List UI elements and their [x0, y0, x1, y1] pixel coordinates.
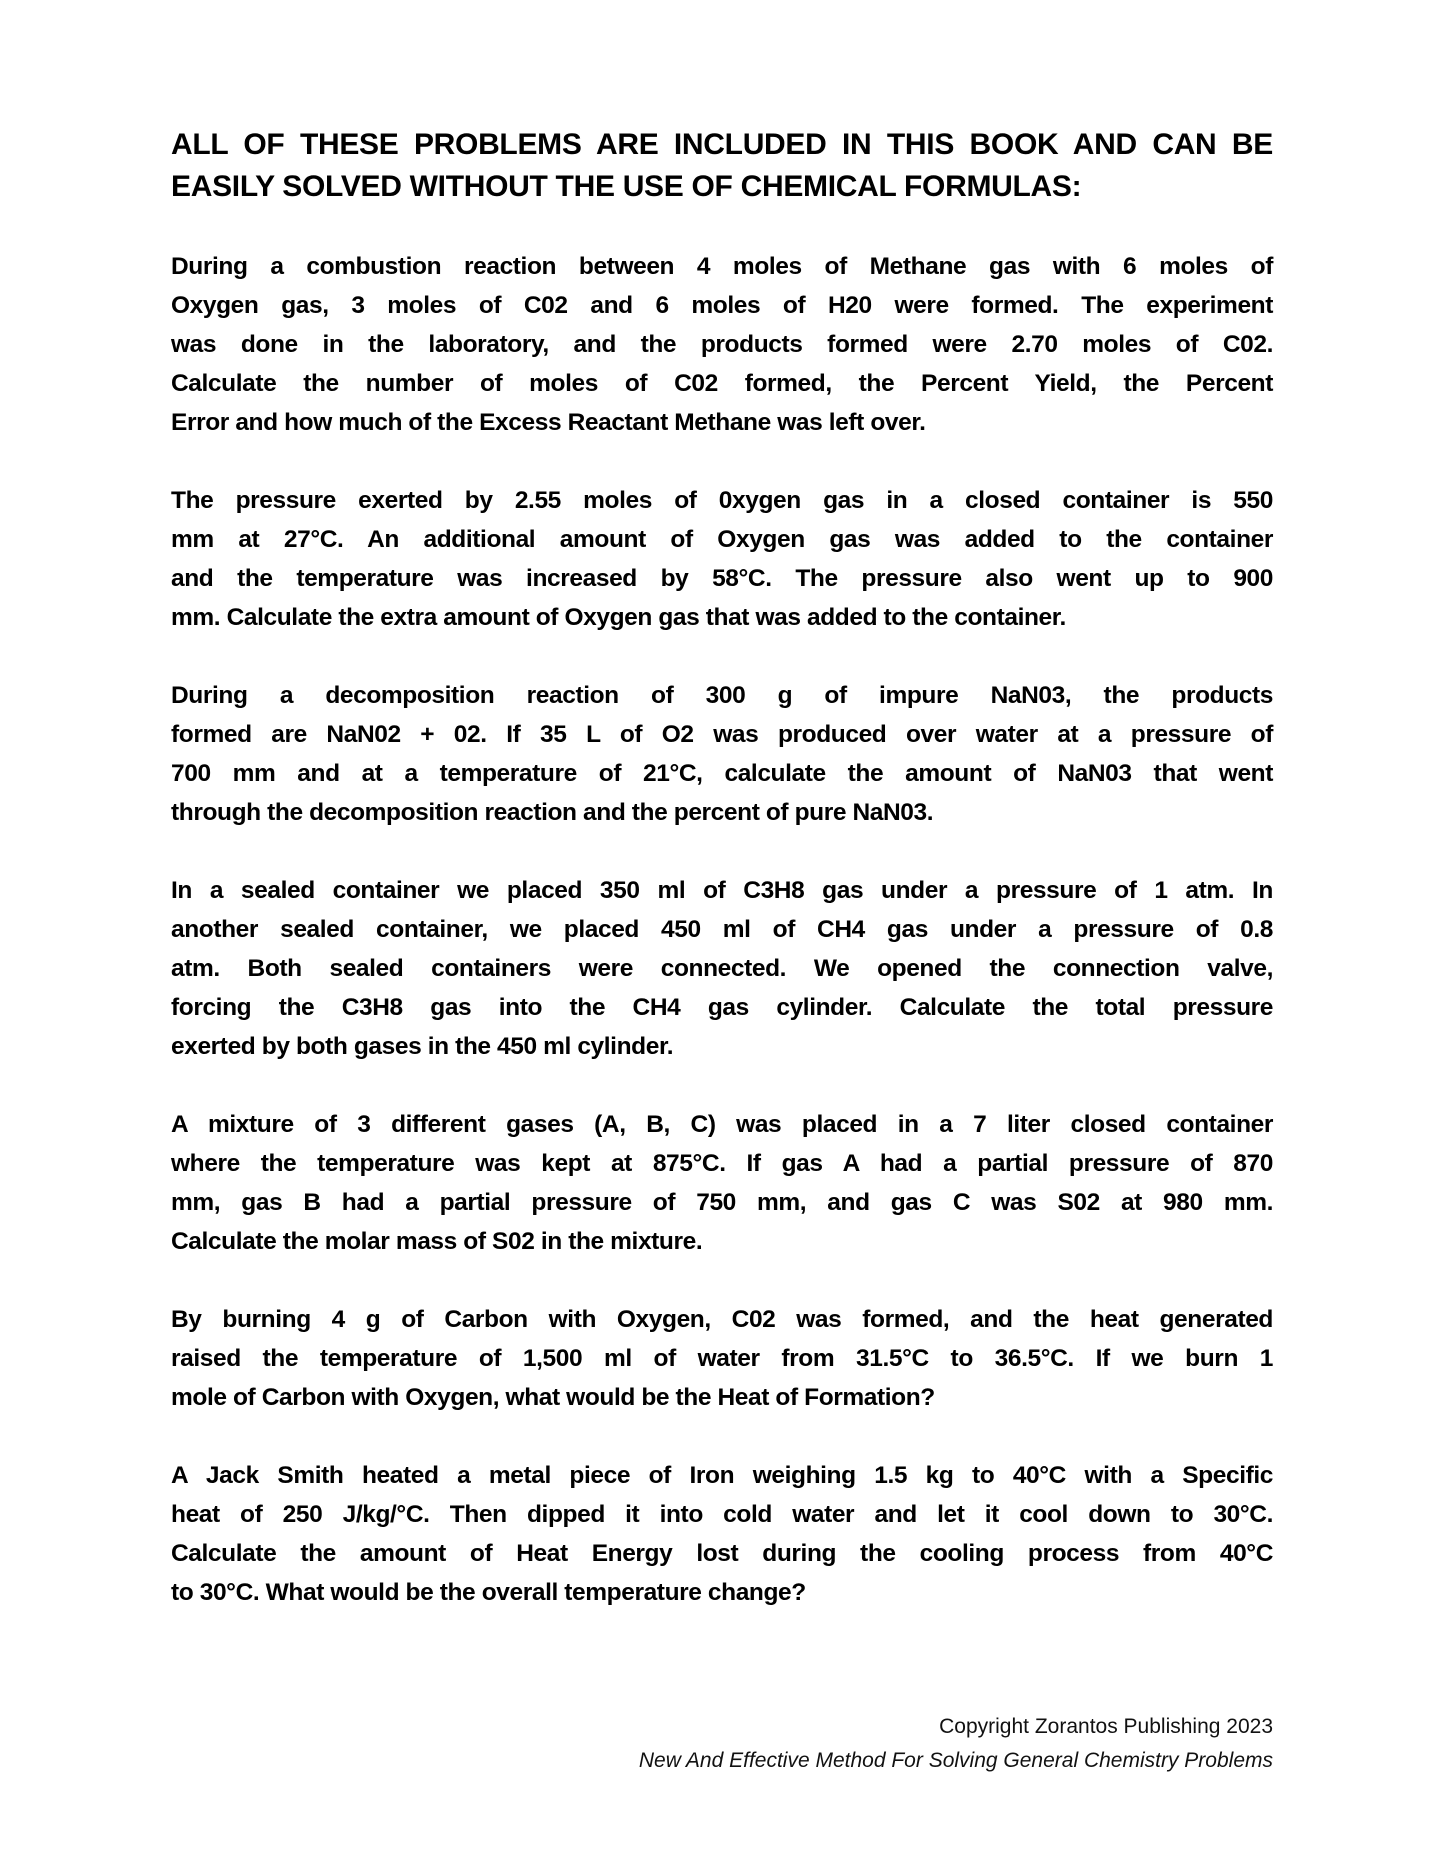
paragraph-line: By burning 4 g of Carbon with Oxygen, C02 was formed, and the heat generated [171, 1306, 1273, 1333]
paragraph-line: raised the temperature of 1,500 ml of water from 31.5°C to 36.5°C. If we burn 1 [171, 1345, 1273, 1372]
heading-line: ALL OF THESE PROBLEMS ARE INCLUDED IN THIS BOOK AND CAN BE [171, 128, 1273, 161]
paragraph-line: During a decomposition reaction of 300 g of impure NaN03, the products [171, 682, 1273, 709]
paragraph-line: A mixture of 3 different gases (A, B, C) was placed in a 7 liter closed container [171, 1111, 1273, 1138]
copyright-notice: Copyright Zorantos Publishing 2023 [939, 1715, 1273, 1738]
page-footer [639, 1710, 1273, 1778]
paragraph-line: through the decomposition reaction and the percent of pure NaN03. [171, 799, 934, 826]
heading-line: EASILY SOLVED WITHOUT THE USE OF CHEMICAL FORMULAS: [171, 170, 1082, 203]
paragraph-line: During a combustion reaction between 4 moles of Methane gas with 6 moles of [171, 253, 1273, 280]
problem-paragraph-4 [171, 871, 1273, 1066]
paragraph-line: Calculate the number of moles of C02 formed, the Percent Yield, the Percent [171, 370, 1273, 397]
paragraph-line: to 30°C. What would be the overall temperature change? [171, 1579, 806, 1606]
paragraph-line: where the temperature was kept at 875°C. If gas A had a partial pressure of 870 [171, 1150, 1273, 1177]
paragraph-line: In a sealed container we placed 350 ml of C3H8 gas under a pressure of 1 atm. In [171, 877, 1273, 904]
paragraph-line: exerted by both gases in the 450 ml cylinder. [171, 1033, 674, 1060]
paragraph-line: was done in the laboratory, and the products formed were 2.70 moles of C02. [171, 331, 1273, 358]
paragraph-line: A Jack Smith heated a metal piece of Iron weighing 1.5 kg to 40°C with a Specific [171, 1462, 1273, 1489]
problem-paragraph-1 [171, 247, 1273, 442]
paragraph-line: Error and how much of the Excess Reactant Methane was left over. [171, 409, 926, 436]
paragraph-line: The pressure exerted by 2.55 moles of 0xygen gas in a closed container is 550 [171, 487, 1273, 514]
paragraph-line: forcing the C3H8 gas into the CH4 gas cylinder. Calculate the total pressure [171, 994, 1273, 1021]
paragraph-line: mm, gas B had a partial pressure of 750 mm, and gas C was S02 at 980 mm. [171, 1189, 1273, 1216]
paragraph-line: formed are NaN02 + 02. If 35 L of O2 was produced over water at a pressure of [171, 721, 1273, 748]
paragraph-line: mm. Calculate the extra amount of Oxygen gas that was added to the container. [171, 604, 1066, 631]
problem-paragraph-7 [171, 1456, 1273, 1612]
paragraph-line: and the temperature was increased by 58°C. The pressure also went up to 900 [171, 565, 1273, 592]
paragraph-line: heat of 250 J/kg/°C. Then dipped it into cold water and let it cool down to 30°C. [171, 1501, 1273, 1528]
paragraph-line: another sealed container, we placed 450 ml of CH4 gas under a pressure of 0.8 [171, 916, 1273, 943]
problem-paragraph-2 [171, 481, 1273, 637]
paragraph-line: mole of Carbon with Oxygen, what would be the Heat of Formation? [171, 1384, 935, 1411]
problem-paragraph-6 [171, 1300, 1273, 1417]
paragraph-line: atm. Both sealed containers were connected. We opened the connection valve, [171, 955, 1273, 982]
paragraph-line: 700 mm and at a temperature of 21°C, calculate the amount of NaN03 that went [171, 760, 1273, 787]
problem-paragraph-3 [171, 676, 1273, 832]
paragraph-line: Calculate the molar mass of S02 in the mixture. [171, 1228, 703, 1255]
book-title: New And Effective Method For Solving General Chemistry Problems [638, 1749, 1273, 1772]
paragraph-line: Oxygen gas, 3 moles of C02 and 6 moles of H20 were formed. The experiment [171, 292, 1273, 319]
page-heading [171, 124, 1273, 208]
paragraph-line: Calculate the amount of Heat Energy lost during the cooling process from 40°C [171, 1540, 1273, 1567]
problem-paragraph-5 [171, 1105, 1273, 1261]
paragraph-line: mm at 27°C. An additional amount of Oxygen gas was added to the container [171, 526, 1273, 553]
